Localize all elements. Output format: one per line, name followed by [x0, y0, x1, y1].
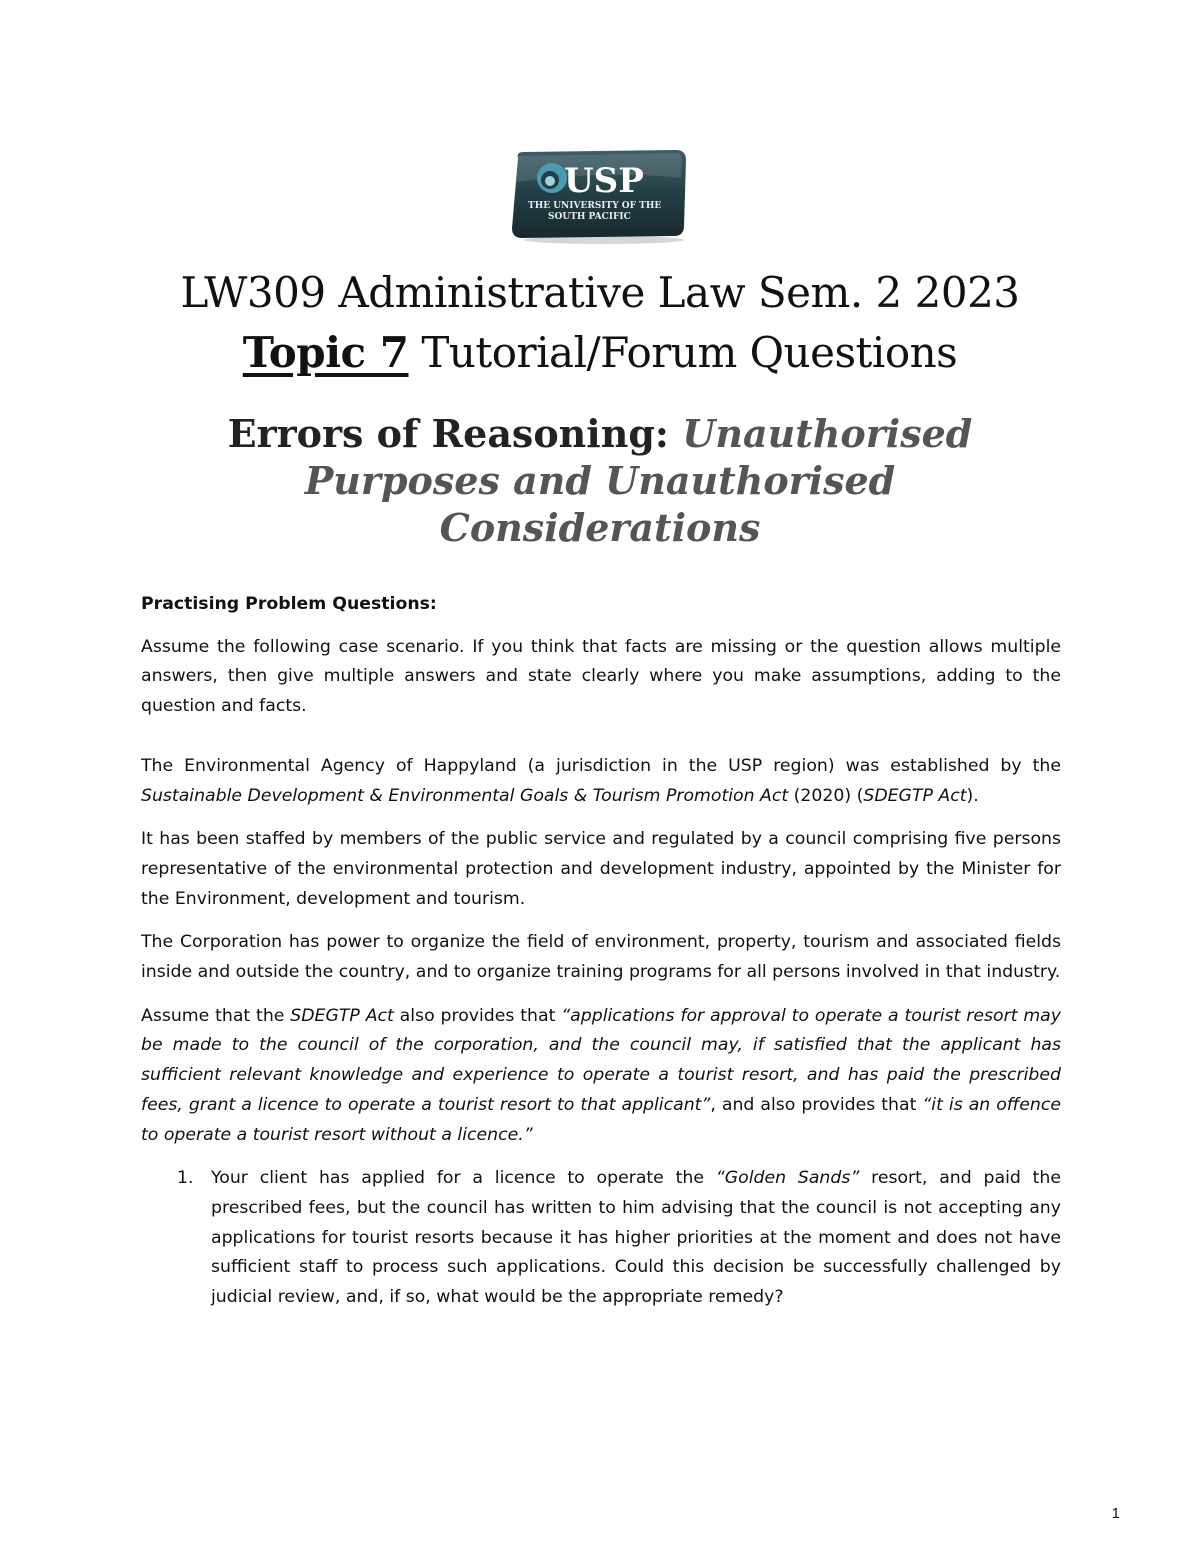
- topic-heading-bold: Errors of Reasoning:: [227, 411, 683, 456]
- provisions-text-c: , and also provides that: [710, 1094, 923, 1115]
- topic-rest: Tutorial/Forum Questions: [408, 328, 958, 377]
- question-text-b: resort, and paid the prescribed fees, but the council has written to him advising that the council is not accepting any applications for tourist resorts because it has higher priorities at the moment and does not have sufficient staff to process such applications. Could this decision be successfully challenged by judicial review, and, if so, what would be the appropriate remedy?: [211, 1168, 1061, 1308]
- topic-heading-italic-1: Unauthorised: [682, 411, 973, 456]
- question-text-a: Your client has applied for a licence to operate the: [211, 1168, 716, 1189]
- topic-heading: [150, 410, 1050, 551]
- page-number: 1: [1111, 1505, 1120, 1522]
- staffing-paragraph: It has been staffed by members of the public service and regulated by a council comprising five persons representative of the environmental protection and development industry, appointed by the Minister for the Environment, development and tourism.: [141, 829, 1061, 909]
- question-number: 1.: [177, 1168, 194, 1189]
- agency-text-a: The Environmental Agency of Happyland (a jurisdiction in the USP region) was established by the: [141, 755, 1061, 776]
- provisions-act: SDEGTP Act: [290, 1005, 394, 1026]
- topic-label: Topic 7: [242, 328, 409, 377]
- svg-text:THE UNIVERSITY OF THE: THE UNIVERSITY OF THE: [528, 201, 662, 211]
- agency-text-b: (2020) (: [788, 785, 864, 806]
- act-title: Sustainable Development & Environmental Goals & Tourism Promotion Act: [141, 785, 789, 806]
- topic-heading-italic-3: Considerations: [439, 505, 761, 550]
- section-heading: Practising Problem Questions:: [141, 594, 437, 614]
- act-abbreviation: SDEGTP Act: [863, 785, 967, 806]
- corporation-paragraph: The Corporation has power to organize the field of environment, property, tourism and associated fields inside and outside the country, and to organize training programs for all persons involved in that industry.: [141, 932, 1061, 983]
- agency-paragraph: [141, 752, 1061, 811]
- document-body: [141, 590, 1061, 1313]
- instructions-paragraph: Assume the following case scenario. If you think that facts are missing or the question allows multiple answers, then give multiple answers and state clearly where you make assumptions, adding to the question and facts.: [141, 636, 1061, 717]
- provision-quote-2: “it is an offence to operate a tourist resort without a licence.”: [141, 1094, 1061, 1145]
- document-title: LW309 Administrative Law Sem. 2 2023: [180, 268, 1020, 317]
- usp-logo: [506, 148, 692, 246]
- question-1: [141, 1164, 1061, 1313]
- provision-quote-1: “applications for approval to operate a tourist resort may be made to the council of the corporation, and the council may, if satisfied that the applicant has sufficient relevant knowledge and experience to operate a tourist resort, and has paid the prescribed fees, grant a licence to operate a tourist resort to that applicant”: [141, 1005, 1062, 1115]
- svg-text:USP: USP: [564, 161, 644, 201]
- topic-heading-italic-2: Purposes and Unauthorised: [304, 458, 896, 503]
- svg-text:SOUTH PACIFIC: SOUTH PACIFIC: [548, 212, 631, 222]
- agency-text-c: ).: [966, 785, 979, 806]
- provisions-paragraph: [141, 1002, 1061, 1151]
- provisions-text-a: Assume that the: [141, 1005, 291, 1026]
- resort-name: “Golden Sands”: [715, 1168, 860, 1189]
- provisions-text-b: also provides that: [393, 1005, 562, 1026]
- document-subtitle-topic: [0, 328, 1200, 377]
